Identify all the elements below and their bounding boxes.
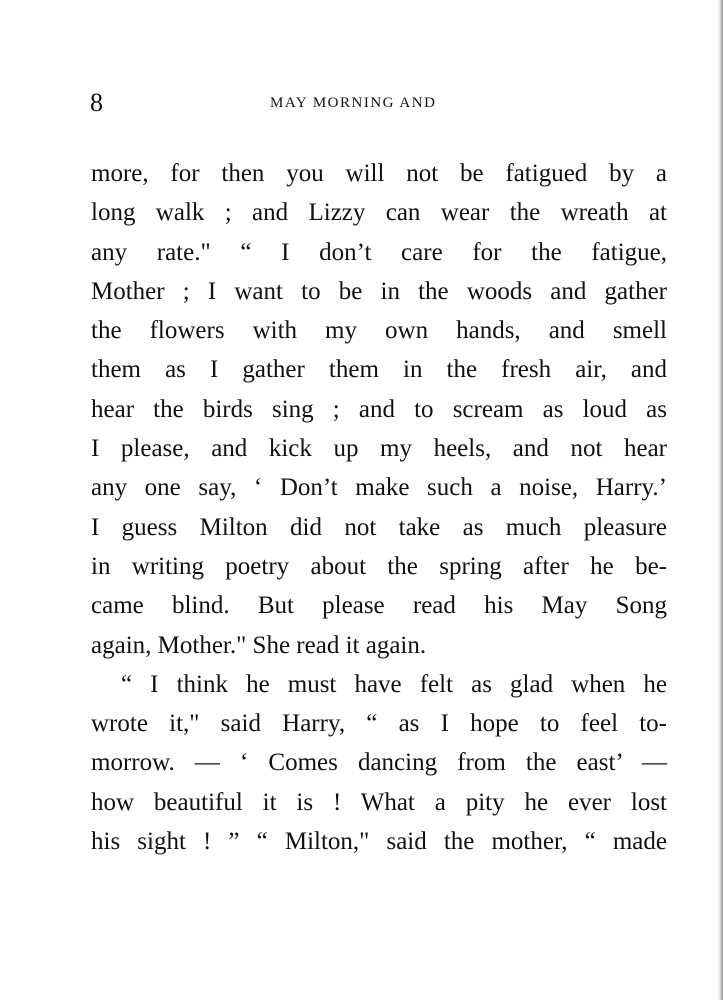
text-line: hear the birds sing ; and to scream as loud as	[91, 395, 667, 423]
text-line: the flowers with my own hands, and smell	[91, 317, 667, 345]
text-line: any one say, ‘ Don’t make such a noise, Harry.’	[91, 474, 667, 502]
text-line: I please, and kick up my heels, and not hear	[91, 435, 667, 463]
text-line: any rate." “ I don’t care for the fatigue,	[91, 238, 667, 266]
text-line: in writing poetry about the spring after he be-	[91, 552, 667, 580]
body-text	[91, 154, 667, 861]
text-line: wrote it," said Harry, “ as I hope to feel to-	[91, 710, 667, 738]
text-line: morrow. — ‘ Comes dancing from the east’ —	[91, 749, 667, 777]
text-line: how beautiful it is ! What a pity he ever lost	[91, 788, 667, 816]
text-line: “ I think he must have felt as glad when he	[121, 670, 667, 698]
text-line: came blind. But please read his May Song	[91, 592, 667, 620]
text-line: his sight ! ” “ Milton," said the mother, “ made	[91, 828, 667, 856]
page-number: 8	[90, 88, 103, 117]
text-line: long walk ; and Lizzy can wear the wreath at	[91, 199, 667, 227]
running-head: MAY MORNING AND	[270, 95, 437, 111]
page-edge-shadow	[717, 0, 723, 1000]
text-line: more, for then you will not be fatigued by a	[91, 160, 667, 187]
text-line: again, Mother." She read it again.	[91, 631, 427, 659]
text-line: I guess Milton did not take as much pleasure	[91, 513, 667, 541]
text-line: them as I gather them in the fresh air, and	[91, 356, 667, 384]
text-line: Mother ; I want to be in the woods and gather	[91, 277, 667, 305]
